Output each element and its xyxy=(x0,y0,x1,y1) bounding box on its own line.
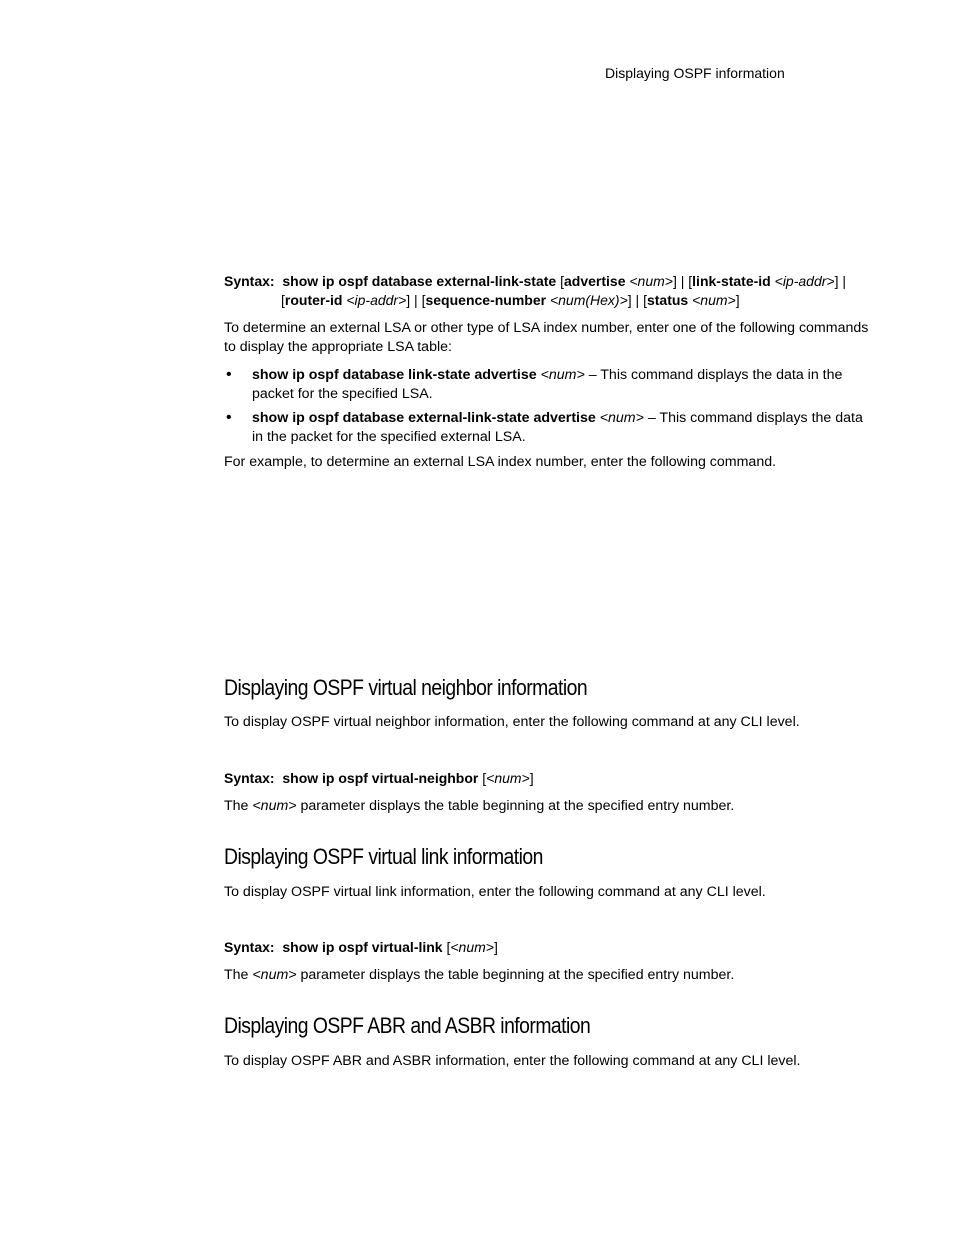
abr-asbr-intro: To display OSPF ABR and ASBR information, enter the following command at any CLI level. xyxy=(224,1053,801,1069)
syntax-command: show ip ospf virtual-neighbor xyxy=(282,770,479,786)
syntax-arg: <num> xyxy=(450,939,494,955)
syntax-bracket: [ xyxy=(556,273,564,289)
bullet-command: show ip ospf database external-link-state advertise xyxy=(252,410,596,426)
syntax-arg: <num(Hex)> xyxy=(546,292,628,308)
syntax-command: show ip ospf virtual-link xyxy=(282,939,443,955)
syntax-bracket: ] xyxy=(493,939,498,955)
syntax-command: show ip ospf database external-link-state xyxy=(282,273,557,289)
list-item xyxy=(224,409,864,447)
param-text: parameter displays the table beginning at the specified entry number. xyxy=(296,967,735,983)
virtual-link-intro: To display OSPF virtual link information, enter the following command at any CLI level. xyxy=(224,884,766,900)
syntax-keyword-advertise: advertise xyxy=(564,273,626,289)
list-item xyxy=(224,366,864,404)
syntax-virtual-link xyxy=(224,938,498,957)
bullet-arg: <num> xyxy=(536,367,585,383)
bullet-command: show ip ospf database link-state advertise xyxy=(252,367,537,383)
syntax-arg: <num> xyxy=(688,292,736,308)
virtual-neighbor-intro: To display OSPF virtual neighbor information, enter the following command at any CLI level. xyxy=(224,714,800,730)
syntax-bracket: [ xyxy=(442,939,451,955)
syntax-bracket: ] | [ xyxy=(406,292,426,308)
syntax-bracket: ] xyxy=(735,292,740,308)
section-heading-virtual-link: Displaying OSPF virtual link information xyxy=(224,844,543,869)
bullet-arg: <num> xyxy=(595,410,644,426)
syntax-external-link-state xyxy=(224,272,884,310)
syntax-keyword-status: status xyxy=(646,292,689,308)
lsa-intro-paragraph: To determine an external LSA or other type of LSA index number, enter one of the following commands to display the appropriate LSA table: xyxy=(224,320,869,355)
syntax-keyword-link-state-id: link-state-id xyxy=(692,273,771,289)
syntax-bracket: ] | xyxy=(834,273,846,289)
section-heading-virtual-neighbor: Displaying OSPF virtual neighbor information xyxy=(224,675,588,700)
syntax-bracket: [ xyxy=(478,770,487,786)
syntax-line-1 xyxy=(224,272,884,291)
param-arg: <num> xyxy=(252,967,297,983)
virtual-neighbor-param-desc xyxy=(224,797,874,816)
syntax-arg: <num> xyxy=(486,770,530,786)
param-text: parameter displays the table beginning at the specified entry number. xyxy=(296,798,735,814)
bullet-text: – This command displays the data in the packet for the specified external LSA. xyxy=(252,410,863,445)
bullet-text: – This command displays the data in the packet for the specified LSA. xyxy=(252,367,843,402)
syntax-label: Syntax: xyxy=(224,273,275,289)
syntax-label: Syntax: xyxy=(224,939,275,955)
virtual-link-param-desc xyxy=(224,966,874,985)
syntax-virtual-neighbor xyxy=(224,769,534,788)
bullet-icon: • xyxy=(226,409,232,426)
syntax-label: Syntax: xyxy=(224,770,275,786)
syntax-keyword-router-id: router-id xyxy=(284,292,343,308)
param-text: The xyxy=(224,798,253,814)
param-text: The xyxy=(224,967,253,983)
syntax-bracket: ] | [ xyxy=(672,273,693,289)
param-arg: <num> xyxy=(252,798,297,814)
running-head: Displaying OSPF information xyxy=(605,65,785,81)
syntax-keyword-sequence-number: sequence-number xyxy=(425,292,547,308)
syntax-arg: <ip-addr> xyxy=(770,273,835,289)
syntax-arg: <num> xyxy=(625,273,673,289)
syntax-bracket: [ xyxy=(281,292,285,308)
syntax-line-2 xyxy=(224,291,884,310)
lsa-command-list xyxy=(224,366,864,452)
syntax-arg: <ip-addr> xyxy=(342,292,407,308)
syntax-bracket: ] xyxy=(529,770,534,786)
syntax-bracket: ] | [ xyxy=(627,292,647,308)
example-paragraph: For example, to determine an external LSA index number, enter the following command. xyxy=(224,454,777,470)
section-heading-abr-asbr: Displaying OSPF ABR and ASBR information xyxy=(224,1013,591,1038)
bullet-icon: • xyxy=(226,366,232,383)
